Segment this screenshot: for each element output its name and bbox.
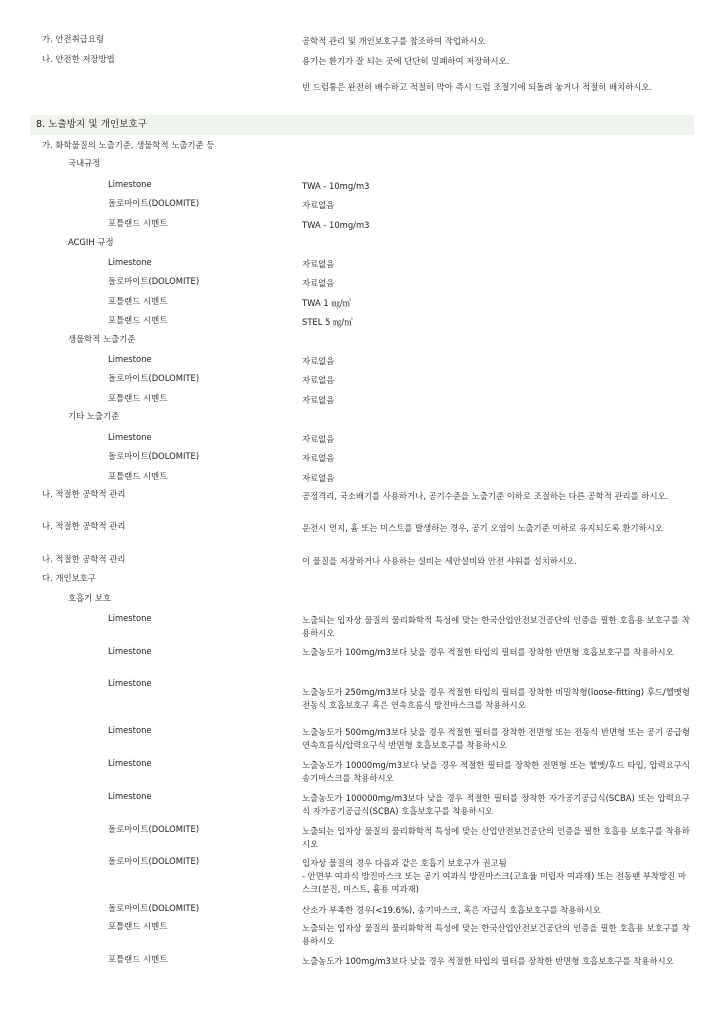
respiratory-row-value: 노출되는 입자상 물질의 물리화학적 특성에 맞는 한국산업안전보건공단의 인증을 필한 호흡용 보호구를 착용하시오 [302, 923, 690, 946]
biological-row-value: 자료없음 [302, 395, 335, 405]
respiratory-row-value: 노출농도가 100000mg/m3보다 낮을 경우 적절한 필터를 장착한 자가공기공급식(SCBA) 또는 압력요구식 자가공기공급식(SCBA) 호흡보호구를 착용하시오 [302, 793, 690, 816]
biological-row-name: 포틀랜드 시멘트 [108, 393, 168, 403]
respiratory-row-name: 돌로마이트(DOLOMITE) [108, 856, 200, 866]
domestic-row-value: TWA - 10mg/m3 [302, 181, 370, 191]
section-title: 8. 노출방지 및 개인보호구 [36, 119, 147, 130]
respiratory-row-name: 돌로마이트(DOLOMITE) [108, 903, 200, 913]
respiratory-row-name: Limestone [108, 758, 152, 768]
respiratory-row-value: 노출농도가 10000mg/m3보다 낮을 경우 적절한 필터를 장착한 전면형 또는 헬멧/후드 타입, 압력요구식 송기마스크를 착용하시오 [302, 760, 690, 783]
engineering-value: 운전시 먼지, 흄 또는 미스트를 발생하는 경우, 공기 오염이 노출기준 이하로 유지되도록 환기하시오 [302, 523, 663, 533]
other-row-name: 돌로마이트(DOLOMITE) [108, 451, 200, 461]
engineering-label: 나. 적절한 공학적 관리 [42, 554, 126, 564]
respiratory-row-name: Limestone [108, 646, 152, 656]
domestic-row-value: TWA - 10mg/m3 [302, 220, 370, 230]
acgih-row-value: STEL 5 ㎎/㎥ [302, 317, 353, 327]
domestic-heading: 국내규정 [68, 158, 101, 168]
respiratory-row-name: Limestone [108, 791, 152, 801]
domestic-row-name: 돌로마이트(DOLOMITE) [108, 198, 200, 208]
respiratory-row-name: Limestone [108, 678, 152, 688]
handling-value: 공학적 관리 및 개인보호구를 참조하여 작업하시오 [302, 36, 486, 46]
respiratory-heading: 호흡기 보호 [68, 593, 112, 603]
acgih-row-value: 자료없음 [302, 278, 335, 288]
respiratory-row-value: 노출농도가 500mg/m3보다 낮을 경우 적절한 필터를 장착한 전면형 또는 전동식 반면형 또는 공기 공급형 연속흐름식/압력요구식 반면형 호흡보호구를 착용하시오 [302, 727, 690, 750]
respiratory-row-name: Limestone [108, 613, 152, 623]
storage-label: 나. 안전한 저장방법 [42, 54, 115, 64]
respiratory-row-name: 포틀랜드 시멘트 [108, 954, 168, 964]
acgih-row-name: 포틀랜드 시멘트 [108, 296, 168, 306]
respiratory-row-name: Limestone [108, 725, 152, 735]
acgih-row-value: 자료없음 [302, 259, 335, 269]
respiratory-row-name: 돌로마이트(DOLOMITE) [108, 824, 200, 834]
other-heading: 기타 노출기준 [68, 411, 120, 421]
biological-row-value: 자료없음 [302, 356, 335, 366]
respiratory-row-name: 포틀랜드 시멘트 [108, 921, 168, 931]
other-row-value: 자료없음 [302, 434, 335, 444]
respiratory-row-value: 노출농도가 100mg/m3보다 낮을 경우 적절한 타입의 필터를 장착한 반면형 호흡보호구를 착용하시오 [302, 956, 674, 966]
engineering-label: 나. 적절한 공학적 관리 [42, 521, 126, 531]
engineering-label: 나. 적절한 공학적 관리 [42, 489, 126, 499]
biological-row-value: 자료없음 [302, 375, 335, 385]
engineering-value: 공정격리, 국소배기를 사용하거나, 공기수준을 노출기준 이하로 조절하는 다른 공학적 관리를 하시오. [302, 491, 669, 501]
other-row-value: 자료없음 [302, 473, 335, 483]
acgih-row-name: Limestone [108, 257, 152, 267]
respiratory-row-value: 산소가 부족한 경우(<19.6%), 송기마스크, 혹은 자급식 호흡보호구를 착용하시오 [302, 905, 601, 915]
domestic-row-name: Limestone [108, 179, 152, 189]
storage-value-2: 빈 드럼통은 완전히 배수하고 적절히 막아 즉시 드럼 조절기에 되돌려 놓거나 적절히 배치하시오. [302, 82, 653, 92]
exposure-standards-label: 가. 화학물질의 노출기준, 생물학적 노출기준 등 [42, 140, 215, 150]
storage-value-1: 용기는 환기가 잘 되는 곳에 단단히 밀폐하여 저장하시오. [302, 56, 510, 66]
biological-row-name: 돌로마이트(DOLOMITE) [108, 373, 200, 383]
biological-heading: 생물학적 노출기준 [68, 334, 136, 344]
domestic-row-value: 자료없음 [302, 200, 335, 210]
other-row-value: 자료없음 [302, 453, 335, 463]
handling-label: 가. 안전취급요령 [42, 34, 104, 44]
respiratory-row-value: 노출되는 입자상 물질의 물리화학적 특성에 맞는 산업안전보건공단의 인증을 필한 호흡용 보호구를 착용하시오 [302, 826, 690, 849]
biological-row-name: Limestone [108, 354, 152, 364]
domestic-row-name: 포틀랜드 시멘트 [108, 218, 168, 228]
respiratory-row-value: 노출농도가 100mg/m3보다 낮을 경우 적절한 타입의 필터를 장착한 반면형 호흡보호구를 착용하시오 [302, 647, 674, 657]
respiratory-row-value: 입자상 물질의 경우 다음과 같은 호흡기 보호구가 권고됨 [302, 858, 507, 868]
acgih-heading: ACGIH 규정 [68, 237, 114, 247]
engineering-value: 이 물질을 저장하거나 사용하는 설비는 세안설비와 안전 샤워를 설치하시오. [302, 556, 577, 566]
acgih-row-value: TWA 1 ㎎/㎥ [302, 298, 351, 308]
ppe-label: 다. 개인보호구 [42, 573, 96, 583]
acgih-row-name: 포틀랜드 시멘트 [108, 315, 168, 325]
other-row-name: 포틀랜드 시멘트 [108, 471, 168, 481]
respiratory-row-value-detail: - 안면부 여과식 방진마스크 또는 공기 여과식 방진마스크(고효율 미립자 여과재) 또는 전동팬 부착방진 마스크(분진, 미스트, 흄용 여과재) [302, 871, 686, 894]
acgih-row-name: 돌로마이트(DOLOMITE) [108, 276, 200, 286]
respiratory-row-value: 노출되는 입자상 물질의 물리화학적 특성에 맞는 한국산업안전보건공단의 인증을 필한 호흡용 보호구를 착용하시오 [302, 615, 690, 638]
other-row-name: Limestone [108, 432, 152, 442]
respiratory-row-value: 노출농도가 250mg/m3보다 낮을 경우 적절한 타입의 필터를 장착한 비밀착형(loose-fitting) 후드/헬멧형 전동식 호흡보호구 혹은 연속흐름식 방진마스크를 착용하시오 [302, 687, 690, 710]
